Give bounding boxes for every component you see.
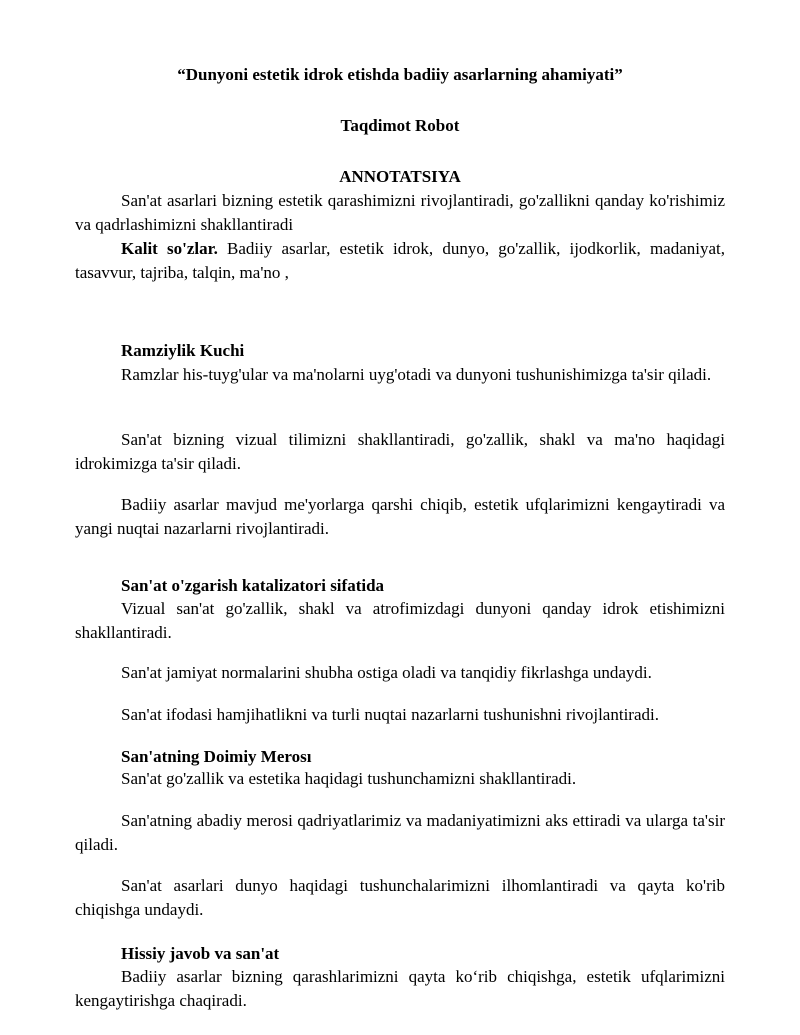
document-author: Taqdimot Robot <box>340 116 460 135</box>
section-heading: San'at o'zgarish katalizatori sifatida <box>121 576 385 595</box>
keywords-label: Kalit so'zlar. <box>121 239 218 258</box>
section-heading: San'atning Doimiy Merosı <box>121 747 312 766</box>
document-title: “Dunyoni estetik idrok etishda badiiy asarlarning ahamiyati” <box>177 65 623 84</box>
keywords-text: Badiiy asarlar, estetik idrok, dunyo, go'zallik, ijodkorlik, madaniyat, tasavvur, tajriba, talqin, ma'no , <box>75 239 725 282</box>
section-heading: Hissiy javob va san'at <box>121 944 280 963</box>
body-paragraph: Vizual san'at go'zallik, shakl va atrofimizdagi dunyoni qanday idrok etishimizni shakllantiradi. <box>75 599 725 642</box>
body-paragraph: San'at asarlari dunyo haqidagi tushunchalarimizni ilhomlantiradi va qayta ko'rib chiqishga undaydi. <box>75 876 725 919</box>
body-paragraph: San'at jamiyat normalarini shubha ostiga oladi va tanqidiy fikrlashga undaydi. <box>121 663 652 682</box>
keywords-paragraph <box>75 237 725 285</box>
body-paragraph: San'at bizning vizual tilimizni shakllantiradi, go'zallik, shakl va ma'no haqidagi idrokimizga ta'sir qiladi. <box>75 430 725 473</box>
section-heading: Ramziylik Kuchi <box>121 341 245 360</box>
body-paragraph: San'atning abadiy merosi qadriyatlarimiz va madaniyatimizni aks ettiradi va ularga ta'sir qiladi. <box>75 811 725 854</box>
body-paragraph: Badiiy asarlar bizning qarashlarimizni qayta ko‘rib chiqishga, estetik ufqlarimizni kengaytirishga chaqiradi. <box>75 967 725 1010</box>
body-paragraph: San'at ifodasi hamjihatlikni va turli nuqtai nazarlarni tushunishni rivojlantiradi. <box>121 705 659 724</box>
annotation-heading: ANNOTATSIYA <box>339 167 461 186</box>
document-page <box>75 0 725 1035</box>
body-paragraph: Badiiy asarlar mavjud me'yorlarga qarshi chiqib, estetik ufqlarimizni kengaytiradi va yangi nuqtai nazarlarni rivojlantiradi. <box>75 495 725 538</box>
body-paragraph: Ramzlar his-tuyg'ular va ma'nolarni uyg'otadi va dunyoni tushunishimizga ta'sir qiladi. <box>121 365 712 384</box>
annotation-paragraph: San'at asarlari bizning estetik qarashimizni rivojlantiradi, go'zallikni qanday ko'rishimiz va qadrlashimizni shakllantiradi <box>75 191 725 234</box>
body-paragraph: San'at go'zallik va estetika haqidagi tushunchamizni shakllantiradi. <box>121 769 577 788</box>
